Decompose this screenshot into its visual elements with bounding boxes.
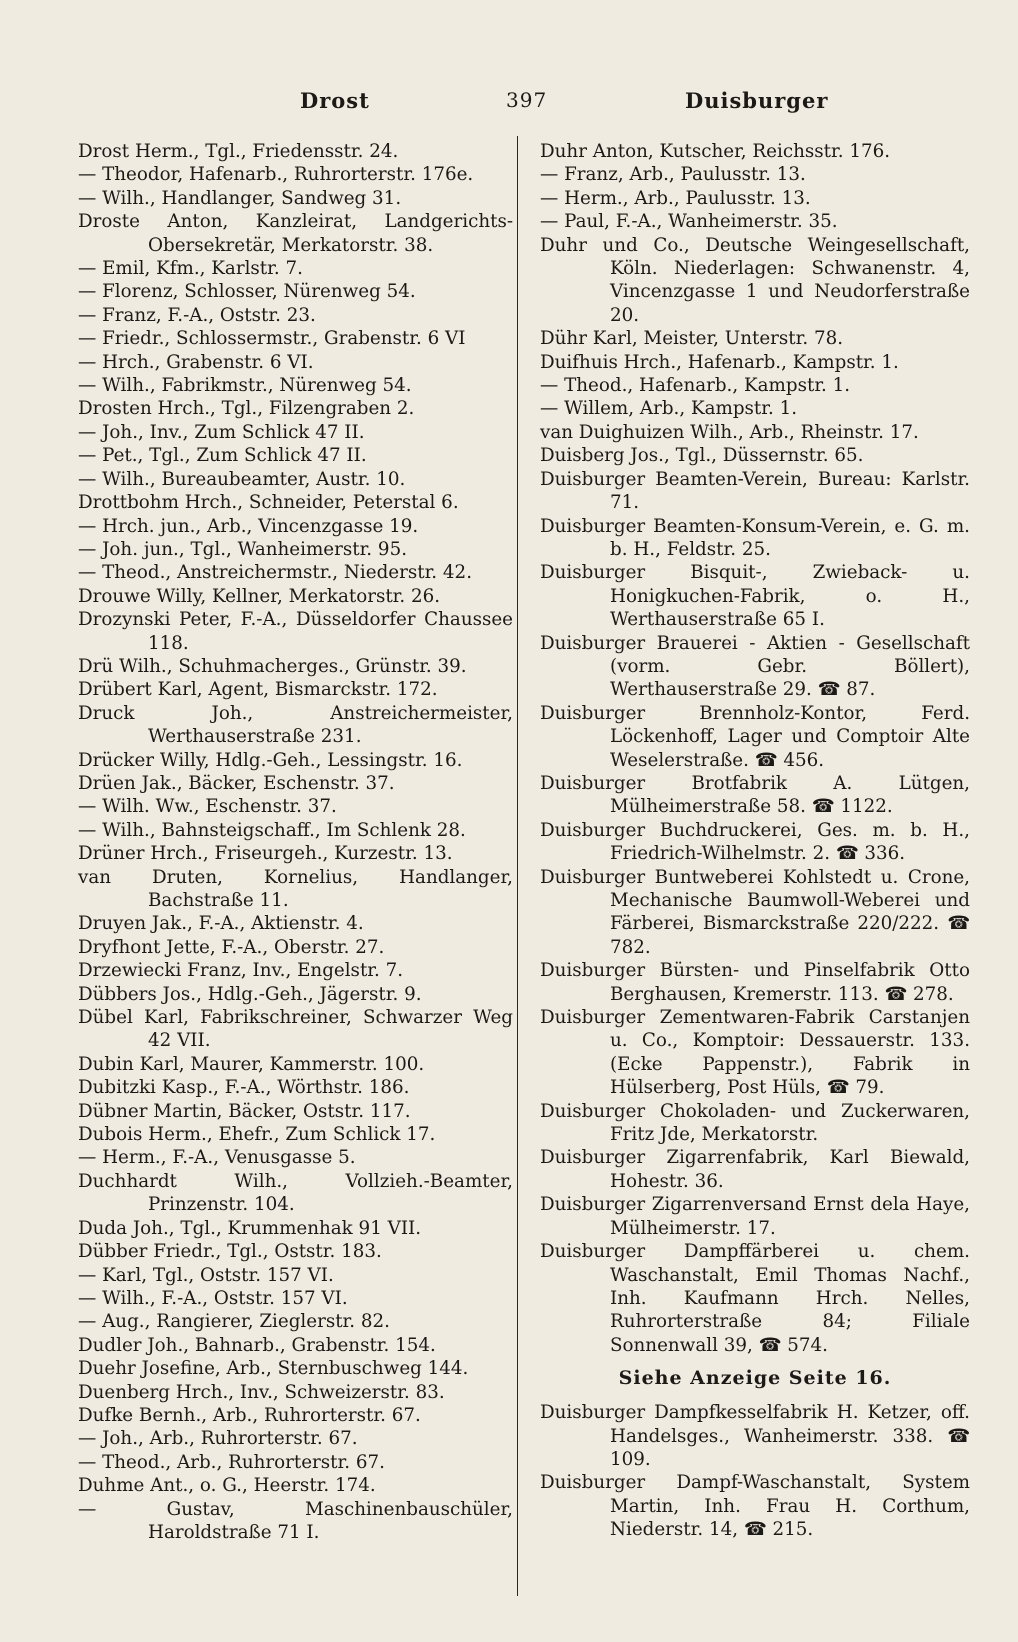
directory-entry: — Joh. jun., Tgl., Wanheimerstr. 95. <box>78 538 408 560</box>
directory-entry: Dübbers Jos., Hdlg.-Geh., Jägerstr. 9. <box>78 983 422 1005</box>
directory-entry: — Franz, Arb., Paulusstr. 13. <box>540 164 806 186</box>
right-column-bottom <box>540 1401 970 1541</box>
directory-entry: Duisburger Brauerei - Aktien - Gesellschaft (vorm. Gebr. Böllert), Werthauserstraße 29. ☎ 87. <box>540 632 970 701</box>
directory-entry: Duifhuis Hrch., Hafenarb., Kampstr. 1. <box>540 351 899 373</box>
directory-entry: Duhme Ant., o. G., Heerstr. 174. <box>78 1475 376 1497</box>
directory-entry: van Druten, Kornelius, Handlanger, Bachstraße 11. <box>78 866 513 911</box>
directory-entry: Duehr Josefine, Arb., Sternbuschweg 144. <box>78 1358 469 1380</box>
directory-entry: Dübel Karl, Fabrikschreiner, Schwarzer Weg 42 VII. <box>78 1007 513 1052</box>
header-left-word: Drost <box>300 88 370 113</box>
directory-entry: — Herm., F.-A., Venusgasse 5. <box>78 1147 356 1169</box>
directory-entry: — Willem, Arb., Kampstr. 1. <box>540 398 798 420</box>
directory-entry: — Emil, Kfm., Karlstr. 7. <box>78 258 303 280</box>
directory-entry: Drüner Hrch., Friseurgeh., Kurzestr. 13. <box>78 843 453 865</box>
directory-entry: — Theod., Hafenarb., Kampstr. 1. <box>540 375 851 397</box>
directory-entry: Droste Anton, Kanzleirat, Landgerichts-Obersekretär, Merkatorstr. 38. <box>78 211 513 256</box>
page-number: 397 <box>506 88 548 112</box>
directory-entry: Duisburger Zigarrenfabrik, Karl Biewald, Hohestr. 36. <box>540 1147 970 1192</box>
directory-entry: — Florenz, Schlosser, Nürenweg 54. <box>78 281 416 303</box>
directory-entry: Drosten Hrch., Tgl., Filzengraben 2. <box>78 398 415 420</box>
directory-entry: Duisburger Beamten-Konsum-Verein, e. G. m. b. H., Feldstr. 25. <box>540 515 970 560</box>
directory-entry: — Wilh., Handlanger, Sandweg 31. <box>78 187 402 209</box>
directory-entry: — Franz, F.-A., Oststr. 23. <box>78 304 316 326</box>
directory-entry: Duisburger Dampf-Waschanstalt, System Martin, Inh. Frau H. Corthum, Niederstr. 14, ☎ 215. <box>540 1472 970 1541</box>
directory-entry: — Pet., Tgl., Zum Schlick 47 II. <box>78 445 367 467</box>
directory-entry: — Gustav, Maschinenbauschüler, Haroldstraße 71 I. <box>78 1498 513 1543</box>
directory-entry: — Hrch. jun., Arb., Vincenzgasse 19. <box>78 515 419 537</box>
directory-entry: — Wilh. Ww., Eschenstr. 37. <box>78 796 337 818</box>
right-column <box>540 140 970 1542</box>
header-right-word: Duisburger <box>685 88 829 113</box>
directory-entry: — Aug., Rangierer, Zieglerstr. 82. <box>78 1311 390 1333</box>
directory-entry: Duhr und Co., Deutsche Weingesellschaft, Köln. Niederlagen: Schwanenstr. 4, Vincenzgasse 1 und Neudorferstraße 20. <box>540 234 970 326</box>
directory-entry: Drost Herm., Tgl., Friedensstr. 24. <box>78 141 399 162</box>
directory-entry: — Theod., Anstreichermstr., Niederstr. 42. <box>78 562 473 584</box>
directory-entry: Dübber Friedr., Tgl., Oststr. 183. <box>78 1241 382 1263</box>
directory-entry: — Wilh., F.-A., Oststr. 157 VI. <box>78 1287 348 1309</box>
directory-entry: Duisberg Jos., Tgl., Düssernstr. 65. <box>540 445 864 467</box>
directory-entry: — Paul, F.-A., Wanheimerstr. 35. <box>540 211 838 233</box>
directory-entry: Dudler Joh., Bahnarb., Grabenstr. 154. <box>78 1334 436 1356</box>
directory-entry: Druck Joh., Anstreichermeister, Werthauserstraße 231. <box>78 702 513 748</box>
directory-entry: Duisburger Bürsten- und Pinselfabrik Otto Berghausen, Kremerstr. 113. ☎ 278. <box>540 960 970 1005</box>
directory-entry: Duhr Anton, Kutscher, Reichsstr. 176. <box>540 141 891 162</box>
directory-entry: Drübert Karl, Agent, Bismarckstr. 172. <box>78 679 438 701</box>
directory-entry: Dufke Bernh., Arb., Ruhrorterstr. 67. <box>78 1404 421 1426</box>
directory-entry: — Theod., Arb., Ruhrorterstr. 67. <box>78 1451 385 1473</box>
directory-entry: — Theodor, Hafenarb., Ruhrorterstr. 176e. <box>78 164 474 186</box>
directory-entry: Druyen Jak., F.-A., Aktienstr. 4. <box>78 913 364 935</box>
advertisement-notice: Siehe Anzeige Seite 16. <box>618 1367 892 1390</box>
directory-entry: Duenberg Hrch., Inv., Schweizerstr. 83. <box>78 1381 445 1403</box>
directory-entry: — Friedr., Schlossermstr., Grabenstr. 6 VI <box>78 328 466 350</box>
directory-entry: — Karl, Tgl., Oststr. 157 VI. <box>78 1264 334 1286</box>
directory-entry: Duisburger Bisquit-, Zwieback- u. Honigkuchen-Fabrik, o. H., Werthauserstraße 65 I. <box>540 562 970 631</box>
directory-entry: — Joh., Arb., Ruhrorterstr. 67. <box>78 1428 358 1450</box>
directory-entry: Drottbohm Hrch., Schneider, Peterstal 6. <box>78 492 459 514</box>
directory-entry: Duchhardt Wilh., Vollzieh.-Beamter, Prinzenstr. 104. <box>78 1170 513 1216</box>
directory-entry: Dübner Martin, Bäcker, Oststr. 117. <box>78 1100 411 1122</box>
directory-entry: Drouwe Willy, Kellner, Merkatorstr. 26. <box>78 585 441 607</box>
directory-entry: Dubitzki Kasp., F.-A., Wörthstr. 186. <box>78 1077 410 1099</box>
directory-entry: Drü Wilh., Schuhmacherges., Grünstr. 39. <box>78 655 467 677</box>
directory-entry: Duisburger Brennholz-Kontor, Ferd. Löckenhoff, Lager und Comptoir Alte Weselerstraße. ☎ 456. <box>540 702 970 771</box>
directory-entry: Duisburger Zementwaren-Fabrik Carstanjen u. Co., Komptoir: Dessauerstr. 133. (Ecke Pappenstr.), Fabrik in Hülserberg, Post Hüls, ☎ 79. <box>540 1007 970 1099</box>
right-column-top <box>540 140 970 1357</box>
column-divider <box>517 136 518 1596</box>
directory-entry: — Herm., Arb., Paulusstr. 13. <box>540 187 811 209</box>
directory-entry: — Joh., Inv., Zum Schlick 47 II. <box>78 421 365 443</box>
directory-entry: Dryfhont Jette, F.-A., Oberstr. 27. <box>78 936 385 958</box>
directory-entry: Duisburger Brotfabrik A. Lütgen, Mülheimerstraße 58. ☎ 1122. <box>540 772 970 818</box>
directory-entry: Drücker Willy, Hdlg.-Geh., Lessingstr. 16. <box>78 749 463 771</box>
directory-entry: — Hrch., Grabenstr. 6 VI. <box>78 351 314 373</box>
directory-entry: Duisburger Dampfkesselfabrik H. Ketzer, off. Handelsges., Wanheimerstr. 338. ☎ 109. <box>540 1402 970 1470</box>
directory-entry: Duda Joh., Tgl., Krummenhak 91 VII. <box>78 1217 422 1239</box>
directory-entry: van Duighuizen Wilh., Arb., Rheinstr. 17. <box>540 421 919 443</box>
directory-entry: Duisburger Zigarrenversand Ernst dela Haye, Mülheimerstr. 17. <box>540 1194 970 1239</box>
directory-entry: Duisburger Buntweberei Kohlstedt u. Crone, Mechanische Baumwoll-Weberei und Färberei, Bismarckstraße 220/222. ☎ 782. <box>540 866 970 958</box>
directory-entry: Dühr Karl, Meister, Unterstr. 78. <box>540 328 844 350</box>
directory-entry: Duisburger Dampffärberei u. chem. Waschanstalt, Emil Thomas Nachf., Inh. Kaufmann Hrch. Nelles, Ruhrorterstraße 84; Filiale Sonnenwall 39, ☎ 574. <box>540 1241 970 1356</box>
directory-entry: Duisburger Beamten-Verein, Bureau: Karlstr. 71. <box>540 468 970 514</box>
directory-entry: — Wilh., Fabrikmstr., Nürenweg 54. <box>78 375 412 397</box>
directory-entry: Drüen Jak., Bäcker, Eschenstr. 37. <box>78 772 395 794</box>
directory-entry: Dubois Herm., Ehefr., Zum Schlick 17. <box>78 1124 436 1146</box>
directory-entry: Duisburger Chokoladen- und Zuckerwaren, Fritz Jde, Merkatorstr. <box>540 1100 970 1146</box>
left-column <box>78 140 513 1544</box>
directory-entry: Dubin Karl, Maurer, Kammerstr. 100. <box>78 1053 425 1075</box>
directory-entry: Duisburger Buchdruckerei, Ges. m. b. H., Friedrich-Wilhelmstr. 2. ☎ 336. <box>540 819 970 865</box>
directory-entry: — Wilh., Bureaubeamter, Austr. 10. <box>78 468 406 490</box>
directory-entry: Drzewiecki Franz, Inv., Engelstr. 7. <box>78 960 404 982</box>
directory-entry: Drozynski Peter, F.-A., Düsseldorfer Chaussee 118. <box>78 609 513 654</box>
directory-entry: — Wilh., Bahnsteigschaff., Im Schlenk 28. <box>78 819 466 841</box>
